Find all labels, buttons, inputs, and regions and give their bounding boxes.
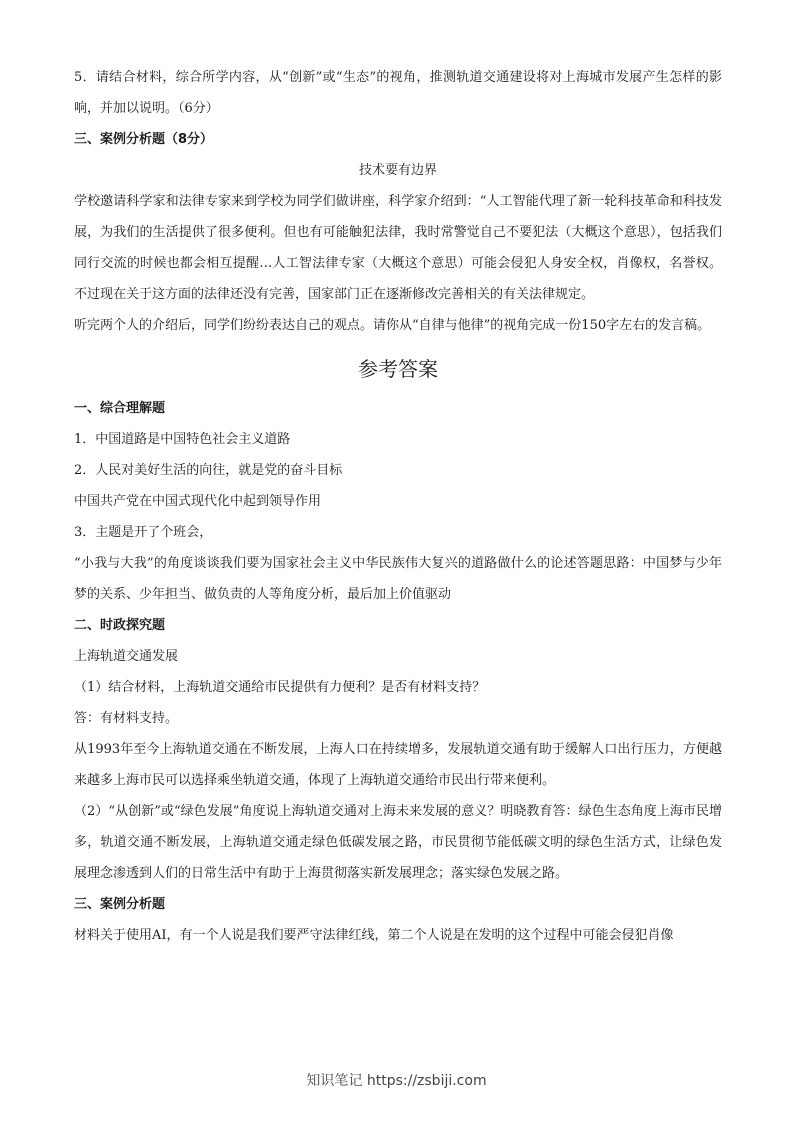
document-page bbox=[74, 62, 722, 951]
answer-2: 2．人民对美好生活的向往，就是党的奋斗目标 bbox=[74, 463, 343, 478]
answer-section-3-text: 材料关于使用AI，有一个人说是我们要严守法律红线，第二个人说是在发明的这个过程中可能会侵犯肖像 bbox=[74, 928, 674, 943]
answer-title: 参考答案 bbox=[358, 357, 438, 381]
answer-3: 3．主题是开了个班会， bbox=[74, 525, 213, 540]
answer-q1-a: 答：有材料支持。 bbox=[74, 711, 179, 726]
answer-3b: “小我与大我”的角度谈谈我们要为国家社会主义中华民族伟大复兴的道路做什么的论述答题思路：中国梦与少年梦的关系、少年担当、做负责的人等角度分析，最后加上价值驱动 bbox=[74, 556, 722, 602]
answer-2b: 中国共产党在中国式现代化中起到领导作用 bbox=[74, 494, 322, 509]
answer-section-2-topic: 上海轨道交通发展 bbox=[74, 649, 179, 664]
question-5: 5．请结合材料，综合所学内容，从“创新”或“生态”的视角，推测轨道交通建设将对上海城市发展产生怎样的影响，并加以说明。（6分） bbox=[74, 70, 722, 116]
answer-section-1: 一、综合理解题 bbox=[74, 401, 166, 416]
answer-q1-b: 从1993年至今上海轨道交通在不断发展，上海人口在持续增多，发展轨道交通有助于缓解人口出行压力，方便越来越多上海市民可以选择乘坐轨道交通，体现了上海轨道交通给市民出行带来便利。 bbox=[74, 742, 722, 788]
answer-q1: （1）结合材料，上海轨道交通给市民提供有力便利？是否有材料支持？ bbox=[74, 680, 486, 695]
case-paragraph-2: 听完两个人的介绍后，同学们纷纷表达自己的观点。请你从“自律与他律”的视角完成一份150字左右的发言稿。 bbox=[74, 318, 711, 333]
case-title: 技术要有边界 bbox=[358, 163, 437, 178]
answer-q2: （2）“从创新”或“绿色发展”角度说上海轨道交通对上海未来发展的意义？明晓教育答：绿色生态角度上海市民增多，轨道交通不断发展，上海轨道交通走绿色低碳发展之路，市民贯彻节能低碳文明的绿色生活方式，让绿色发展理念渗透到人们的日常生活中有助于上海贯彻落实新发展理念；落实绿色发展之路。 bbox=[74, 804, 722, 881]
section-3-header: 三、案例分析题（8分） bbox=[74, 132, 214, 147]
answer-1: 1．中国道路是中国特色社会主义道路 bbox=[74, 432, 291, 447]
footer-watermark: 知识笔记 https://zsbiji.com bbox=[306, 1073, 487, 1089]
answer-section-2: 二、时政探究题 bbox=[74, 618, 166, 633]
answer-section-3: 三、案例分析题 bbox=[74, 897, 166, 912]
case-paragraph-1: 学校邀请科学家和法律专家来到学校为同学们做讲座，科学家介绍到：“人工智能代理了新一轮科技革命和科技发展，为我们的生活提供了很多便利。但也有可能触犯法律，我时常警觉自己不要犯法（大概这个意思），包括我们同行交流的时候也都会相互提醒…人工智法律专家（大概这个意思）可能会侵犯人身安全权，肖像权，名誉权。不过现在关于这方面的法律还没有完善，国家部门正在逐渐修改完善相关的有关法律规定。 bbox=[74, 194, 722, 302]
